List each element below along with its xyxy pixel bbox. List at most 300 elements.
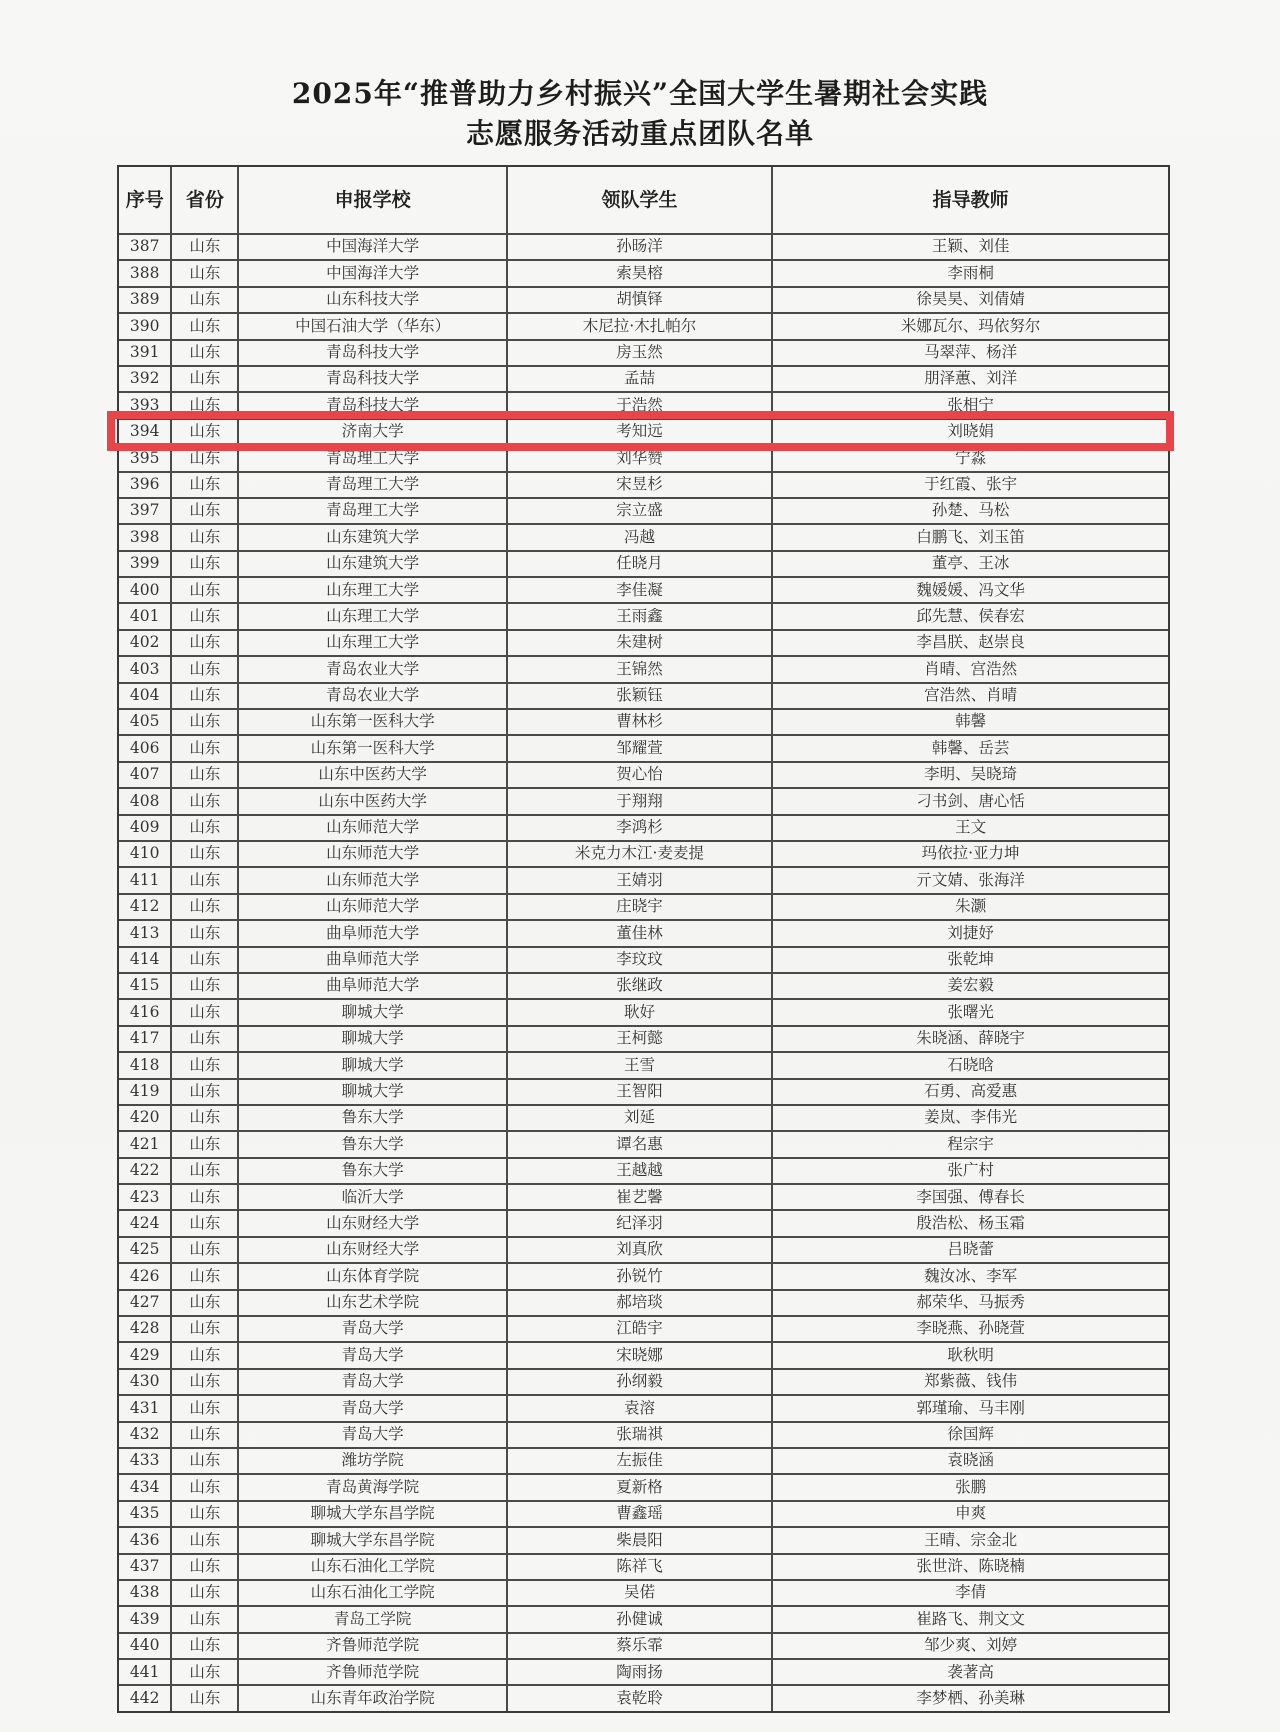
row-cell-school: 山东石油化工学院 xyxy=(239,1581,507,1605)
row-cell-student: 王智阳 xyxy=(508,1080,773,1104)
row-cell-student: 张颖钰 xyxy=(508,684,773,708)
table-row xyxy=(119,1027,1168,1053)
table-row xyxy=(119,367,1168,393)
row-cell-student: 耿好 xyxy=(508,1000,773,1024)
row-cell-province: 山东 xyxy=(172,1317,239,1341)
row-cell-school: 山东理工大学 xyxy=(239,631,507,655)
row-cell-no: 400 xyxy=(119,578,172,602)
row-cell-student: 柴晨阳 xyxy=(508,1528,773,1552)
row-cell-province: 山东 xyxy=(172,341,239,365)
row-cell-student: 胡慎铎 xyxy=(508,288,773,312)
header-cell-no: 序号 xyxy=(119,167,172,233)
row-cell-school: 青岛黄海学院 xyxy=(239,1475,507,1499)
table-row xyxy=(119,974,1168,1000)
row-cell-no: 430 xyxy=(119,1370,172,1394)
row-cell-teacher: 郝荣华、马振秀 xyxy=(916,1293,1025,1312)
table-row xyxy=(119,604,1168,630)
row-cell-province: 山东 xyxy=(172,1211,239,1235)
page-title xyxy=(0,74,1280,154)
row-cell-no: 391 xyxy=(119,341,172,365)
row-cell-no: 439 xyxy=(119,1607,172,1631)
row-cell-school: 鲁东大学 xyxy=(239,1132,507,1156)
table-body xyxy=(119,235,1168,1711)
row-cell-school: 山东财经大学 xyxy=(239,1211,507,1235)
row-cell-school: 山东财经大学 xyxy=(239,1238,507,1262)
table-row xyxy=(119,1238,1168,1264)
table-row xyxy=(119,1211,1168,1237)
row-cell-student: 王柯懿 xyxy=(508,1027,773,1051)
row-cell-school: 聊城大学东昌学院 xyxy=(239,1528,507,1552)
row-cell-teacher: 米娜瓦尔、玛依努尔 xyxy=(900,316,1041,335)
row-cell-teacher: 亓文婧、张海洋 xyxy=(916,870,1025,889)
table-row xyxy=(119,631,1168,657)
row-cell-student: 袁溶 xyxy=(508,1396,773,1420)
row-cell-province: 山东 xyxy=(172,552,239,576)
table-row xyxy=(119,763,1168,789)
row-cell-school: 山东第一医科大学 xyxy=(239,710,507,734)
row-cell-province: 山东 xyxy=(172,948,239,972)
row-cell-student: 夏新格 xyxy=(508,1475,773,1499)
row-cell-teacher: 姜岚、李伟光 xyxy=(924,1108,1018,1127)
row-cell-teacher: 王晴、宗金北 xyxy=(924,1530,1018,1549)
row-cell-student: 李玟玟 xyxy=(508,948,773,972)
row-cell-province: 山东 xyxy=(172,446,239,470)
row-cell-student: 木尼拉·木扎帕尔 xyxy=(508,314,773,338)
row-cell-province: 山东 xyxy=(172,763,239,787)
row-cell-province: 山东 xyxy=(172,604,239,628)
row-cell-school: 山东师范大学 xyxy=(239,842,507,866)
row-cell-student: 考知远 xyxy=(508,420,773,444)
row-cell-province: 山东 xyxy=(172,473,239,497)
header-cell-student: 领队学生 xyxy=(508,167,773,233)
row-cell-student: 宗立盛 xyxy=(508,499,773,523)
table-row xyxy=(119,1581,1168,1607)
row-cell-student: 索昊榕 xyxy=(508,261,773,285)
row-cell-no: 406 xyxy=(119,736,172,760)
table-row xyxy=(119,393,1168,419)
table-row xyxy=(119,1449,1168,1475)
row-cell-teacher: 殷浩松、杨玉霜 xyxy=(916,1213,1025,1232)
row-cell-no: 412 xyxy=(119,895,172,919)
row-cell-school: 青岛科技大学 xyxy=(239,367,507,391)
row-cell-student: 李鸿杉 xyxy=(508,816,773,840)
row-cell-teacher: 石勇、高爱惠 xyxy=(924,1081,1018,1100)
row-cell-province: 山东 xyxy=(172,1607,239,1631)
table-row xyxy=(119,736,1168,762)
table-row xyxy=(119,1264,1168,1290)
row-cell-no: 438 xyxy=(119,1581,172,1605)
row-cell-no: 409 xyxy=(119,816,172,840)
row-cell-school: 青岛大学 xyxy=(239,1396,507,1420)
table-row xyxy=(119,1502,1168,1528)
table-row xyxy=(119,1660,1168,1686)
table-row xyxy=(119,948,1168,974)
row-cell-no: 402 xyxy=(119,631,172,655)
row-cell-school: 齐鲁师范学院 xyxy=(239,1634,507,1658)
row-cell-no: 433 xyxy=(119,1449,172,1473)
row-cell-teacher: 吕晓蕾 xyxy=(947,1240,994,1259)
row-cell-school: 曲阜师范大学 xyxy=(239,921,507,945)
row-cell-student: 曹鑫瑶 xyxy=(508,1502,773,1526)
row-cell-province: 山东 xyxy=(172,1264,239,1288)
row-cell-school: 聊城大学 xyxy=(239,1080,507,1104)
row-cell-teacher: 刁书剑、唐心恬 xyxy=(916,791,1025,810)
row-cell-no: 425 xyxy=(119,1238,172,1262)
row-cell-school: 山东理工大学 xyxy=(239,578,507,602)
row-cell-province: 山东 xyxy=(172,1686,239,1710)
row-cell-no: 419 xyxy=(119,1080,172,1104)
page-title-line1: 2025年“推普助力乡村振兴”全国大学生暑期社会实践 xyxy=(291,77,989,110)
row-cell-province: 山东 xyxy=(172,288,239,312)
row-cell-province: 山东 xyxy=(172,420,239,444)
row-cell-province: 山东 xyxy=(172,1370,239,1394)
row-cell-no: 403 xyxy=(119,657,172,681)
row-cell-province: 山东 xyxy=(172,1185,239,1209)
row-cell-teacher: 刘捷妤 xyxy=(947,923,994,942)
row-cell-student: 李佳凝 xyxy=(508,578,773,602)
table-row xyxy=(119,1080,1168,1106)
table-row-highlighted xyxy=(119,420,1168,446)
row-cell-student: 孙健诚 xyxy=(508,1607,773,1631)
table-row xyxy=(119,1607,1168,1633)
row-cell-school: 中国海洋大学 xyxy=(239,235,507,259)
row-cell-province: 山东 xyxy=(172,1159,239,1183)
row-cell-province: 山东 xyxy=(172,235,239,259)
row-cell-teacher: 肖晴、宫浩然 xyxy=(924,659,1018,678)
row-cell-no: 407 xyxy=(119,763,172,787)
table-row xyxy=(119,1317,1168,1343)
table-row xyxy=(119,657,1168,683)
row-cell-school: 齐鲁师范学院 xyxy=(239,1660,507,1684)
row-cell-student: 蔡乐霏 xyxy=(508,1634,773,1658)
row-cell-school: 中国石油大学（华东） xyxy=(239,314,507,338)
row-cell-teacher: 石晓晗 xyxy=(947,1055,994,1074)
row-cell-teacher: 李倩 xyxy=(955,1583,987,1602)
table-row xyxy=(119,1370,1168,1396)
row-cell-no: 415 xyxy=(119,974,172,998)
header-cell-school: 申报学校 xyxy=(239,167,507,233)
row-cell-teacher: 朋泽蕙、刘洋 xyxy=(924,369,1018,388)
table-row xyxy=(119,1132,1168,1158)
row-cell-school: 山东中医药大学 xyxy=(239,789,507,813)
row-cell-province: 山东 xyxy=(172,1660,239,1684)
row-cell-school: 山东理工大学 xyxy=(239,604,507,628)
table-row xyxy=(119,1343,1168,1369)
row-cell-school: 青岛农业大学 xyxy=(239,684,507,708)
row-cell-teacher: 张广村 xyxy=(947,1161,994,1180)
table-row xyxy=(119,314,1168,340)
row-cell-school: 山东科技大学 xyxy=(239,288,507,312)
row-cell-student: 孟喆 xyxy=(508,367,773,391)
row-cell-student: 冯越 xyxy=(508,525,773,549)
row-cell-province: 山东 xyxy=(172,736,239,760)
row-cell-no: 427 xyxy=(119,1291,172,1315)
row-cell-province: 山东 xyxy=(172,1475,239,1499)
row-cell-province: 山东 xyxy=(172,1634,239,1658)
row-cell-teacher: 马翠萍、杨洋 xyxy=(924,343,1018,361)
row-cell-teacher: 申爽 xyxy=(955,1504,987,1523)
row-cell-student: 孙锐竹 xyxy=(508,1264,773,1288)
row-cell-teacher: 耿秋明 xyxy=(947,1345,994,1364)
row-cell-student: 曹林杉 xyxy=(508,710,773,734)
row-cell-no: 387 xyxy=(119,235,172,259)
row-cell-teacher: 崔路飞、荆文文 xyxy=(916,1609,1025,1628)
table-row xyxy=(119,235,1168,261)
table-row xyxy=(119,1528,1168,1554)
row-cell-student: 左振佳 xyxy=(508,1449,773,1473)
row-cell-teacher: 李昌朕、赵崇良 xyxy=(916,633,1025,652)
row-cell-student: 江皓宇 xyxy=(508,1317,773,1341)
table-row xyxy=(119,842,1168,868)
row-cell-teacher: 李晓燕、孙晓萱 xyxy=(916,1319,1025,1338)
table-row xyxy=(119,1106,1168,1132)
row-cell-school: 青岛大学 xyxy=(239,1370,507,1394)
table-row xyxy=(119,1000,1168,1026)
row-cell-teacher: 玛依拉·亚力坤 xyxy=(921,844,1020,863)
table-row xyxy=(119,499,1168,525)
row-cell-no: 437 xyxy=(119,1555,172,1579)
row-cell-province: 山东 xyxy=(172,1423,239,1447)
row-cell-no: 416 xyxy=(119,1000,172,1024)
teams-table xyxy=(117,165,1170,1713)
row-cell-student: 于浩然 xyxy=(508,393,773,417)
row-cell-no: 435 xyxy=(119,1502,172,1526)
row-cell-no: 418 xyxy=(119,1053,172,1077)
row-cell-teacher: 朱晓涵、薛晓宇 xyxy=(916,1029,1025,1048)
row-cell-no: 429 xyxy=(119,1343,172,1367)
row-cell-teacher: 孙楚、马松 xyxy=(931,501,1010,520)
row-cell-no: 388 xyxy=(119,261,172,285)
row-cell-province: 山东 xyxy=(172,710,239,734)
row-cell-school: 青岛理工大学 xyxy=(239,446,507,470)
row-cell-student: 朱建树 xyxy=(508,631,773,655)
row-cell-school: 曲阜师范大学 xyxy=(239,974,507,998)
table-row xyxy=(119,261,1168,287)
table-row xyxy=(119,710,1168,736)
row-cell-teacher: 王文 xyxy=(955,818,987,837)
table-row xyxy=(119,1291,1168,1317)
row-cell-no: 394 xyxy=(119,420,172,444)
row-cell-province: 山东 xyxy=(172,657,239,681)
row-cell-student: 郝培琰 xyxy=(508,1291,773,1315)
row-cell-teacher: 张曙光 xyxy=(947,1002,994,1021)
row-cell-province: 山东 xyxy=(172,499,239,523)
row-cell-school: 山东建筑大学 xyxy=(239,525,507,549)
row-cell-no: 396 xyxy=(119,473,172,497)
row-cell-student: 张继政 xyxy=(508,974,773,998)
row-cell-teacher: 郭瑾瑜、马丰刚 xyxy=(916,1398,1025,1417)
row-cell-student: 刘真欣 xyxy=(508,1238,773,1262)
row-cell-teacher: 白鹏飞、刘玉笛 xyxy=(916,527,1025,546)
row-cell-school: 山东师范大学 xyxy=(239,816,507,840)
row-cell-student: 纪泽羽 xyxy=(508,1211,773,1235)
row-cell-province: 山东 xyxy=(172,789,239,813)
row-cell-no: 426 xyxy=(119,1264,172,1288)
row-cell-school: 青岛理工大学 xyxy=(239,473,507,497)
row-cell-province: 山东 xyxy=(172,1106,239,1130)
table-row xyxy=(119,1686,1168,1710)
table-row xyxy=(119,1185,1168,1211)
row-cell-no: 410 xyxy=(119,842,172,866)
row-cell-no: 413 xyxy=(119,921,172,945)
row-cell-teacher: 于红霞、张宇 xyxy=(924,474,1018,493)
row-cell-school: 山东师范大学 xyxy=(239,868,507,892)
row-cell-student: 宋晓娜 xyxy=(508,1343,773,1367)
row-cell-no: 423 xyxy=(119,1185,172,1209)
row-cell-school: 山东体育学院 xyxy=(239,1264,507,1288)
table-row xyxy=(119,1634,1168,1660)
row-cell-teacher: 刘晓娟 xyxy=(947,422,994,441)
row-cell-school: 青岛科技大学 xyxy=(239,341,507,365)
table-row xyxy=(119,341,1168,367)
row-cell-teacher: 朱灏 xyxy=(955,897,987,916)
row-cell-teacher: 魏汝冰、李军 xyxy=(924,1266,1018,1285)
row-cell-no: 417 xyxy=(119,1027,172,1051)
row-cell-province: 山东 xyxy=(172,1291,239,1315)
row-cell-school: 临沂大学 xyxy=(239,1185,507,1209)
row-cell-no: 442 xyxy=(119,1686,172,1710)
row-cell-teacher: 李梦栖、孙美琳 xyxy=(916,1688,1025,1707)
row-cell-no: 399 xyxy=(119,552,172,576)
row-cell-teacher: 李雨桐 xyxy=(947,263,994,282)
row-cell-student: 邹耀萱 xyxy=(508,736,773,760)
row-cell-teacher: 韩馨 xyxy=(955,712,987,731)
row-cell-teacher: 邹少爽、刘婷 xyxy=(924,1636,1018,1655)
table-row xyxy=(119,1396,1168,1422)
row-cell-school: 曲阜师范大学 xyxy=(239,948,507,972)
row-cell-teacher: 张相宁 xyxy=(947,395,994,414)
row-cell-no: 408 xyxy=(119,789,172,813)
row-cell-province: 山东 xyxy=(172,1528,239,1552)
row-cell-no: 392 xyxy=(119,367,172,391)
row-cell-province: 山东 xyxy=(172,367,239,391)
row-cell-no: 404 xyxy=(119,684,172,708)
row-cell-school: 青岛农业大学 xyxy=(239,657,507,681)
row-cell-school: 山东第一医科大学 xyxy=(239,736,507,760)
row-cell-teacher: 袁晓涵 xyxy=(947,1451,994,1470)
row-cell-teacher: 李明、吴晓琦 xyxy=(924,765,1018,784)
row-cell-student: 于翔翔 xyxy=(508,789,773,813)
row-cell-province: 山东 xyxy=(172,578,239,602)
row-cell-school: 山东石油化工学院 xyxy=(239,1555,507,1579)
row-cell-teacher: 邱先慧、侯春宏 xyxy=(916,606,1025,625)
row-cell-student: 王雪 xyxy=(508,1053,773,1077)
row-cell-no: 420 xyxy=(119,1106,172,1130)
row-cell-school: 济南大学 xyxy=(239,420,507,444)
row-cell-no: 390 xyxy=(119,314,172,338)
row-cell-no: 424 xyxy=(119,1211,172,1235)
row-cell-teacher: 宫浩然、肖晴 xyxy=(924,686,1018,705)
row-cell-no: 436 xyxy=(119,1528,172,1552)
row-cell-teacher: 袭著高 xyxy=(947,1662,994,1681)
row-cell-student: 米克力木江·麦麦提 xyxy=(508,842,773,866)
row-cell-teacher: 韩馨、岳芸 xyxy=(931,738,1010,757)
row-cell-school: 潍坊学院 xyxy=(239,1449,507,1473)
table-row xyxy=(119,552,1168,578)
row-cell-no: 422 xyxy=(119,1159,172,1183)
row-cell-school: 聊城大学 xyxy=(239,1000,507,1024)
row-cell-teacher: 徐昊昊、刘倩婧 xyxy=(916,290,1025,309)
row-cell-school: 青岛理工大学 xyxy=(239,499,507,523)
row-cell-student: 王越越 xyxy=(508,1159,773,1183)
row-cell-student: 王雨鑫 xyxy=(508,604,773,628)
row-cell-no: 440 xyxy=(119,1634,172,1658)
table-row xyxy=(119,288,1168,314)
row-cell-teacher: 宁淼 xyxy=(955,448,987,467)
row-cell-province: 山东 xyxy=(172,261,239,285)
table-row xyxy=(119,1053,1168,1079)
row-cell-province: 山东 xyxy=(172,1581,239,1605)
row-cell-province: 山东 xyxy=(172,816,239,840)
row-cell-student: 刘延 xyxy=(508,1106,773,1130)
table-row xyxy=(119,1159,1168,1185)
row-cell-no: 405 xyxy=(119,710,172,734)
row-cell-student: 吴偌 xyxy=(508,1581,773,1605)
row-cell-teacher: 郑紫薇、钱伟 xyxy=(924,1372,1018,1391)
row-cell-province: 山东 xyxy=(172,1080,239,1104)
table-row xyxy=(119,789,1168,815)
row-cell-province: 山东 xyxy=(172,525,239,549)
table-row xyxy=(119,816,1168,842)
row-cell-school: 山东青年政治学院 xyxy=(239,1686,507,1710)
row-cell-no: 389 xyxy=(119,288,172,312)
row-cell-school: 聊城大学 xyxy=(239,1027,507,1051)
row-cell-no: 441 xyxy=(119,1660,172,1684)
row-cell-student: 谭名惠 xyxy=(508,1132,773,1156)
row-cell-school: 山东艺术学院 xyxy=(239,1291,507,1315)
row-cell-teacher: 程宗宇 xyxy=(947,1134,994,1153)
row-cell-teacher: 李国强、傅春长 xyxy=(916,1187,1025,1206)
table-row xyxy=(119,1555,1168,1581)
row-cell-province: 山东 xyxy=(172,1396,239,1420)
row-cell-school: 聊城大学 xyxy=(239,1053,507,1077)
row-cell-province: 山东 xyxy=(172,1053,239,1077)
row-cell-school: 青岛大学 xyxy=(239,1423,507,1447)
row-cell-no: 432 xyxy=(119,1423,172,1447)
row-cell-school: 聊城大学东昌学院 xyxy=(239,1502,507,1526)
table-row xyxy=(119,895,1168,921)
row-cell-school: 山东建筑大学 xyxy=(239,552,507,576)
row-cell-student: 宋昱杉 xyxy=(508,473,773,497)
row-cell-no: 411 xyxy=(119,868,172,892)
row-cell-student: 庄晓宇 xyxy=(508,895,773,919)
row-cell-teacher: 魏媛媛、冯文华 xyxy=(916,580,1025,599)
row-cell-school: 青岛科技大学 xyxy=(239,393,507,417)
row-cell-teacher: 张鹏 xyxy=(955,1477,987,1496)
row-cell-no: 421 xyxy=(119,1132,172,1156)
table-row xyxy=(119,446,1168,472)
row-cell-no: 414 xyxy=(119,948,172,972)
row-cell-student: 张瑞祺 xyxy=(508,1423,773,1447)
row-cell-province: 山东 xyxy=(172,1027,239,1051)
row-cell-province: 山东 xyxy=(172,1449,239,1473)
row-cell-student: 崔艺馨 xyxy=(508,1185,773,1209)
row-cell-school: 山东师范大学 xyxy=(239,895,507,919)
row-cell-student: 陶雨扬 xyxy=(508,1660,773,1684)
row-cell-teacher: 王颖、刘佳 xyxy=(931,237,1010,256)
row-cell-province: 山东 xyxy=(172,393,239,417)
row-cell-school: 鲁东大学 xyxy=(239,1106,507,1130)
table-row xyxy=(119,578,1168,604)
row-cell-province: 山东 xyxy=(172,314,239,338)
row-cell-no: 393 xyxy=(119,393,172,417)
row-cell-school: 鲁东大学 xyxy=(239,1159,507,1183)
page-title-line2: 志愿服务活动重点团队名单 xyxy=(465,117,814,150)
row-cell-teacher: 张世浒、陈晓楠 xyxy=(916,1556,1025,1575)
row-cell-province: 山东 xyxy=(172,868,239,892)
row-cell-province: 山东 xyxy=(172,1238,239,1262)
table-row xyxy=(119,473,1168,499)
